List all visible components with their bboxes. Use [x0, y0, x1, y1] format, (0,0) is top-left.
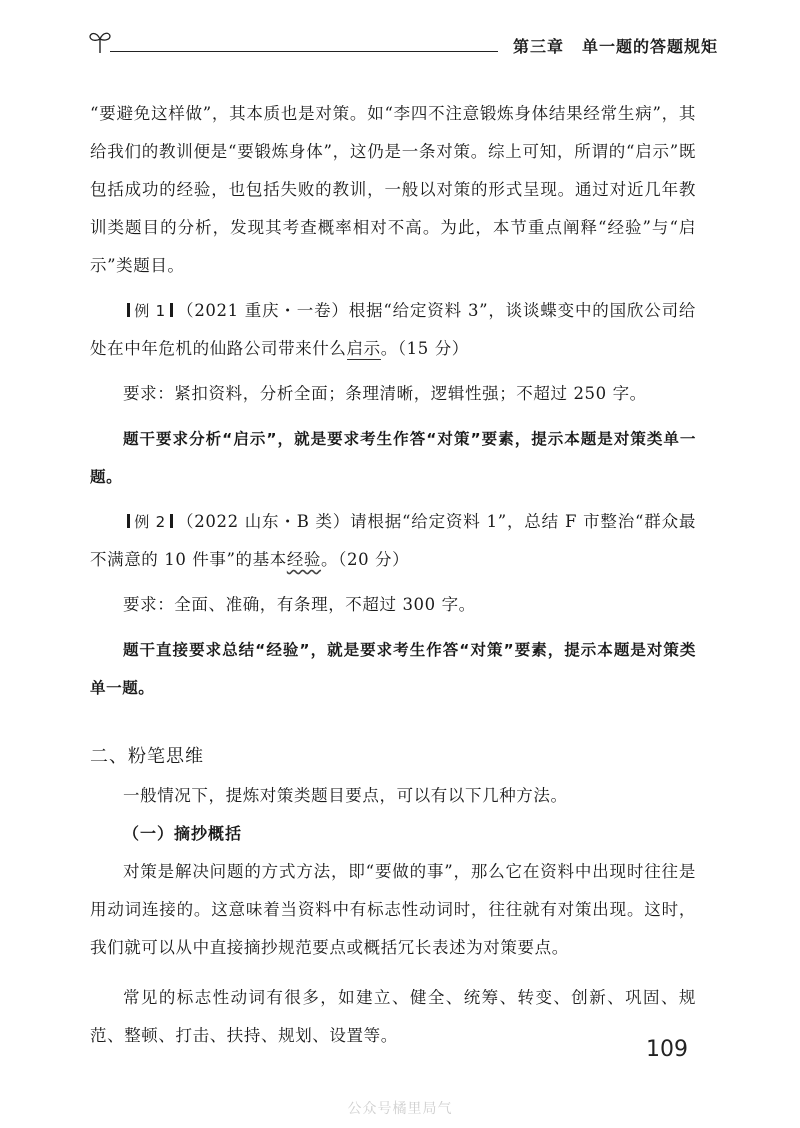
example-1 — [90, 292, 696, 368]
watermark: 公众号橘里局气 — [347, 1101, 453, 1117]
paragraph-verbs: 常见的标志性动词有很多，如建立、健全、统筹、转变、创新、巩固、规范、整顿、打击、扶持、规划、设置等。 — [90, 988, 696, 1045]
tag-bar-icon — [170, 514, 173, 528]
section-intro: 一般情况下，提炼对策类题目要点，可以有以下几种方法。 — [123, 786, 568, 805]
example-1-question: （2021 重庆・一卷）根据“给定资料 3”，谈谈蝶变中的国欣公司给处在中年危机的仙路公司带来什么 — [90, 301, 696, 358]
tag-bar-icon — [127, 514, 130, 528]
example-2-keyword: 经验 — [286, 550, 322, 569]
example-1-requirement: 要求：紧扣资料，分析全面；条理清晰，逻辑性强；不超过 250 字。 — [123, 384, 647, 403]
example-2-label: 例 2 — [134, 513, 166, 531]
example-2-analysis: 题干直接要求总结“经验”，就是要求考生作答“对策”要素，提示本题是对策类单一题。 — [90, 641, 696, 697]
chapter-number: 第三章 — [512, 37, 564, 56]
running-header — [88, 28, 718, 58]
example-2-requirement: 要求：全面、准确，有条理，不超过 300 字。 — [123, 595, 476, 614]
page-content — [90, 95, 696, 1055]
tag-bar-icon — [170, 303, 173, 317]
example-1-label: 例 1 — [134, 302, 166, 320]
paragraph-method: 对策是解决问题的方式方法，即“要做的事”，那么它在资料中出现时往往是用动词连接的。这意味着当资料中有标志性动词时，往往就有对策出现。这时，我们就可以从中直接摘抄规范要点或概括冗长表述为对策要点。 — [90, 862, 696, 957]
chapter-heading — [513, 34, 718, 57]
section-title: 二、粉笔思维 — [90, 746, 204, 767]
example-2-question: （2022 山东・B 类）请根据“给定资料 1”，总结 F 市整治“群众最不满意的 10 件事”的基本 — [90, 512, 696, 569]
chapter-title: 单一题的答题规矩 — [581, 37, 718, 56]
paragraph-intro: “要避免这样做”，其本质也是对策。如“李四不注意锻炼身体结果经常生病”，其给我们的教训便是“要锻炼身体”，这仍是一条对策。综上可知，所谓的“启示”既包括成功的经验，也包括失败的教训，一般以对策的形式呈现。通过对近几年教训类题目的分析，发现其考查概率相对不高。为此，本节重点阐释“经验”与“启示”类题目。 — [90, 104, 696, 275]
example-2 — [90, 503, 696, 579]
page-number: 109 — [646, 1037, 688, 1062]
example-2-score: 。（20 分） — [321, 550, 410, 569]
example-1-tag — [123, 302, 177, 320]
tag-bar-icon — [127, 303, 130, 317]
example-2-tag — [123, 513, 177, 531]
example-1-score: 。（15 分） — [380, 339, 469, 358]
header-rule — [110, 51, 498, 52]
sprout-icon — [88, 28, 112, 54]
example-1-analysis: 题干要求分析“启示”，就是要求考生作答“对策”要素，提示本题是对策类单一题。 — [90, 430, 696, 486]
subsection-title: （一）摘抄概括 — [123, 824, 243, 843]
example-1-keyword: 启示 — [346, 339, 381, 358]
